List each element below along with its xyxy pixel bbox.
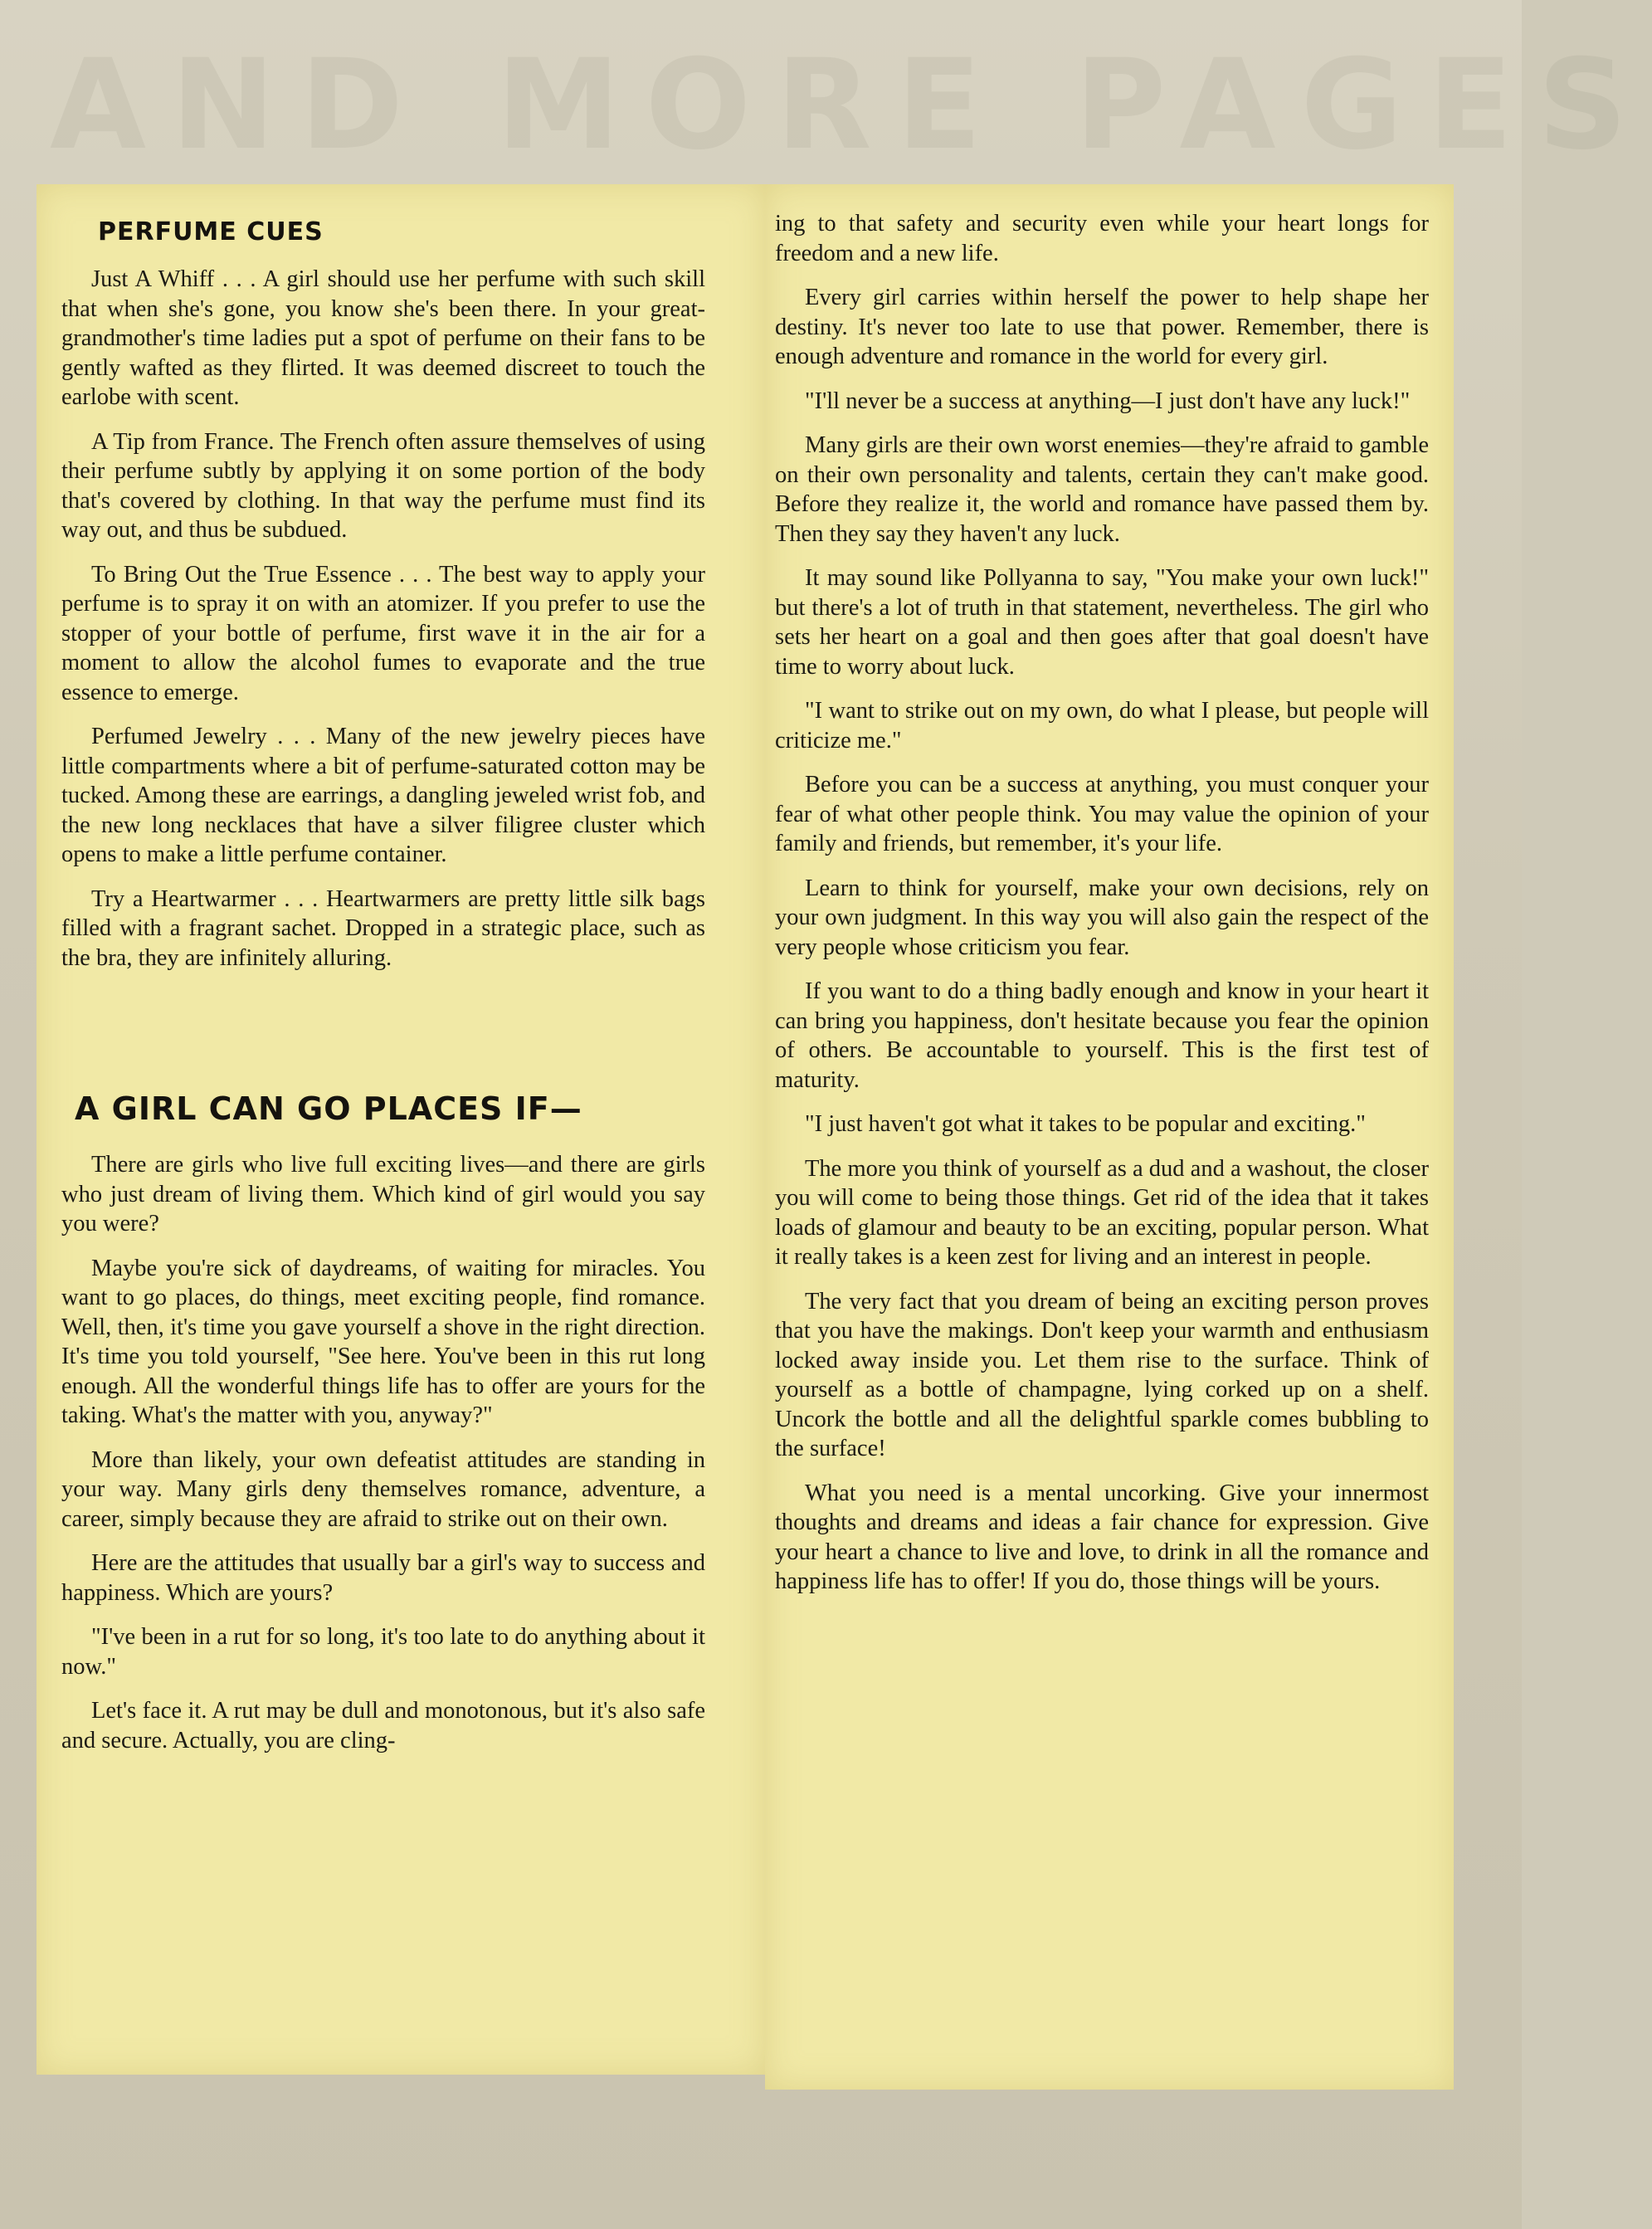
perfume-paragraph-1: Just A Whiff . . . A girl should use her perfume with such skill that when she's gone, you know she's been there. In your great-grandmother's time ladies put a spot of perfume on their fans to be gently wafted as they flirted. It was deemed discreet to touch the earlobe with scent. <box>61 266 705 410</box>
perfume-paragraph-4: Perfumed Jewelry . . . Many of the new jewelry pieces have little compartments where a bit of perfume-saturated cotton may be tucked. Among these are earrings, a dangling jeweled wrist fob, and the new long necklaces that have a silver filigree cluster which opens to make a little perfume container. <box>61 724 705 867</box>
perfume-paragraph-5: Try a Heartwarmer . . . Heartwarmers are pretty little silk bags filled with a fragrant sachet. Dropped in a strategic place, such as the bra, they are infinitely alluring. <box>61 885 705 971</box>
right-paragraph-9: What you need is a mental uncorking. Give your innermost thoughts and dreams and ideas a fair chance for expression. Give your heart a chance to live and love, to drink in all the romance and happiness life has to offer! If you do, those things will be yours. <box>775 1480 1429 1594</box>
right-quote-1: "I'll never be a success at anything—I just don't have any luck!" <box>805 388 1411 414</box>
right-paragraph-1: Every girl carries within herself the power to help shape her destiny. It's never too late to use that power. Remember, there is enough adventure and romance in the world for every girl. <box>775 285 1429 369</box>
perfume-cues-heading: PERFUME CUES <box>98 217 324 246</box>
girl-paragraph-5: Let's face it. A rut may be dull and monotonous, but it's also safe and secure. Actually, you are cling- <box>61 1698 705 1753</box>
right-paragraph-4: Before you can be a success at anything, you must conquer your fear of what other people think. You may value the opinion of your family and friends, but remember, it's your life. <box>775 772 1429 856</box>
right-paragraph-7: The more you think of yourself as a dud and a washout, the closer you will come to being those things. Get rid of the idea that it takes loads of glamour and beauty to be an exciting, popular person. What it really takes is a keen zest for living and an interest in people. <box>775 1155 1429 1270</box>
girl-paragraph-3: More than likely, your own defeatist attitudes are standing in your way. Many girls deny themselves romance, adventure, a career, simply because they are afraid to strike out on their own. <box>61 1446 705 1532</box>
right-paragraph-5: Learn to think for yourself, make your own decisions, rely on your own judgment. In this way you will also gain the respect of the very people whose criticism you fear. <box>775 875 1429 960</box>
perfume-paragraph-3: To Bring Out the True Essence . . . The best way to apply your perfume is to spray it on with an atomizer. If you prefer to use the stopper of your bottle of perfume, first wave it in the air for a moment to allow the alcohol fumes to evaporate and the true essence to emerge. <box>61 561 705 705</box>
girl-quote-1: "I've been in a rut for so long, it's too late to do anything about it now." <box>61 1624 705 1680</box>
section-spacer <box>61 988 705 1090</box>
right-quote-2: "I want to strike out on my own, do what I please, but people will criticize me." <box>775 698 1429 754</box>
left-column <box>37 184 765 2075</box>
right-quote-3: "I just haven't got what it takes to be popular and exciting." <box>805 1111 1366 1137</box>
perfume-paragraph-2: A Tip from France. The French often assure themselves of using their perfume subtly by applying it on some portion of the body that's covered by clothing. In that way the perfume must find its way out, and thus be subdued. <box>61 428 705 543</box>
girl-paragraph-1: There are girls who live full exciting lives—and there are girls who just dream of living them. Which kind of girl would you say you were? <box>61 1152 705 1236</box>
right-column <box>765 184 1454 2090</box>
girl-continuation: ing to that safety and security even while your heart longs for freedom and a new life. <box>775 211 1429 266</box>
right-paragraph-3: It may sound like Pollyanna to say, "You make your own luck!" but there's a lot of truth in that statement, nevertheless. The girl who sets her heart on a goal and then goes after that goal doesn't have time to worry about luck. <box>775 565 1429 680</box>
girl-paragraph-4: Here are the attitudes that usually bar a girl's way to success and happiness. Which are yours? <box>61 1550 705 1606</box>
right-paragraph-6: If you want to do a thing badly enough and know in your heart it can bring you happiness, don't hesitate because you fear the opinion of others. Be accountable to yourself. This is the first test of maturity. <box>775 978 1429 1093</box>
girl-can-go-places-heading: A GIRL CAN GO PLACES IF— <box>75 1090 582 1127</box>
right-paragraph-2: Many girls are their own worst enemies—they're afraid to gamble on their own personality and talents, certain they can't make good. Before they realize it, the world and romance have passed them by. Then they say they haven't any luck. <box>775 432 1429 547</box>
right-paragraph-8: The very fact that you dream of being an exciting person proves that you have the makings. Don't keep your warmth and enthusiasm locked away inside you. Let them rise to the surface. Think of yourself as a bottle of champagne, lying corked up on a shelf. Uncork the bottle and all the delightful sparkle comes bubbling to the surface! <box>775 1288 1429 1461</box>
girl-paragraph-2: Maybe you're sick of daydreams, of waiting for miracles. You want to go places, do things, meet exciting people, find romance. Well, then, it's time you gave yourself a shove in the right direction. It's time you told yourself, "See here. You've been in this rut long enough. All the wonderful things life has to offer are yours for the taking. What's the matter with you, anyway?" <box>61 1255 705 1428</box>
faded-header-title: AND MORE PAGES <box>50 33 1652 178</box>
